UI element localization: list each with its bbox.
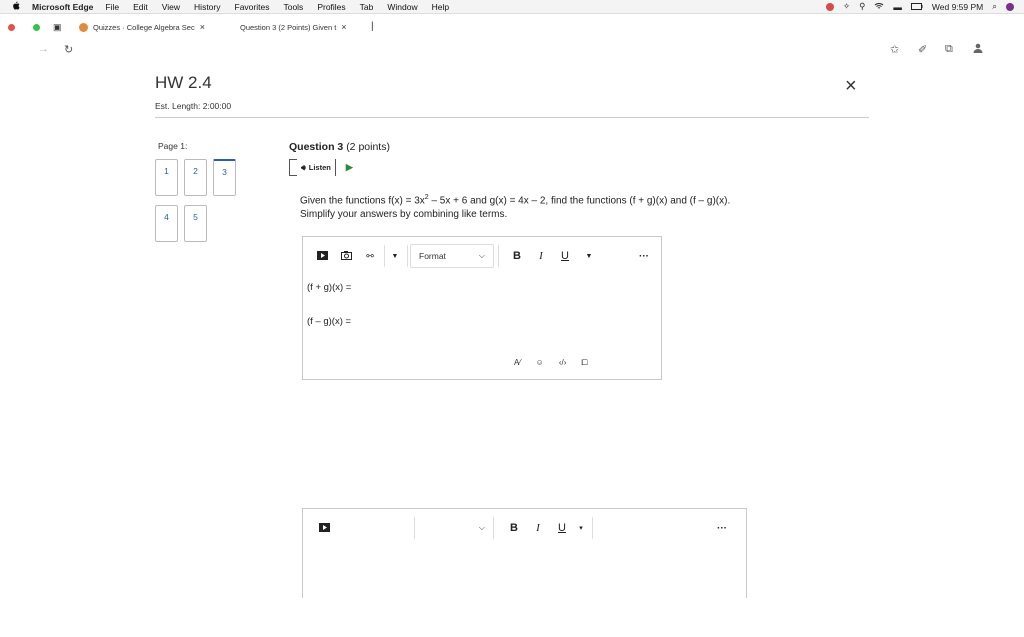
underline-button[interactable]: U	[561, 250, 569, 262]
new-tab-button[interactable]: |	[371, 21, 374, 32]
page-button-1[interactable]: 1	[155, 159, 178, 196]
toolbar-separator	[493, 517, 494, 539]
clock[interactable]: Wed 9:59 PM	[931, 1, 984, 12]
editor-toolbar-2	[312, 516, 727, 540]
answer-line-difference[interactable]: (f – g)(x) =	[307, 316, 352, 327]
toolbar-separator	[592, 517, 593, 539]
question-text: Given the functions $f(x) = 3x^2 - 5x + 6$ and g(x) = 4x – 2, find the functions (f + g)(x) and (f – g)(x). Simplify your answers by combining like terms.	[300, 194, 731, 221]
window-close-icon[interactable]	[8, 24, 15, 31]
menu-edit[interactable]: Edit	[133, 1, 148, 12]
chevron-down-icon: ⌵	[478, 251, 485, 260]
tab-strip	[0, 18, 1024, 38]
html-source-icon[interactable]: ‹/›	[558, 358, 567, 367]
menu-help[interactable]: Help	[431, 1, 450, 12]
page-button-5[interactable]: 5	[184, 205, 207, 242]
speaker-icon: 🔊︎	[301, 162, 306, 172]
more-format-chevron-icon[interactable]: ▼	[585, 252, 593, 260]
insert-image-icon[interactable]	[334, 251, 358, 262]
menu-profiles[interactable]: Profiles	[317, 1, 346, 12]
menu-tools[interactable]: Tools	[283, 1, 304, 12]
page-button-4[interactable]: 4	[155, 205, 178, 242]
listen-button[interactable]: Listen	[308, 163, 331, 172]
question-points: (2 points)	[346, 141, 390, 153]
page-button-3[interactable]: 3	[213, 159, 236, 196]
insert-dropdown-chevron-icon[interactable]: ▼	[391, 252, 399, 260]
fullscreen-preview-icon[interactable]: ⧠	[581, 358, 588, 367]
more-format-chevron-icon[interactable]: ▾	[579, 525, 583, 532]
site-favicon-icon	[79, 23, 88, 32]
battery-icon[interactable]	[911, 2, 923, 12]
italic-button[interactable]: I	[539, 250, 543, 262]
extensions-icon[interactable]: ✩	[890, 44, 900, 56]
toolbar-separator	[498, 245, 499, 267]
readspeaker-icon[interactable]	[289, 159, 297, 176]
question-number: Question 3	[289, 141, 344, 153]
insert-video-icon[interactable]	[312, 523, 336, 534]
tab-close-icon[interactable]: ×	[341, 22, 347, 32]
spellcheck-icon[interactable]: A⁄	[514, 358, 521, 367]
profile-icon[interactable]	[973, 43, 983, 56]
assessment-title: HW 2.4	[155, 73, 212, 92]
tab-actions-icon[interactable]: ▣	[53, 22, 62, 32]
more-options-button[interactable]: ···	[639, 250, 649, 262]
play-icon[interactable]: ▶	[345, 162, 353, 172]
tab-question[interactable]: Question 3 (2 Points) Given t ×	[240, 22, 347, 32]
toolbar-separator	[414, 517, 415, 539]
forward-icon[interactable]: →	[38, 43, 49, 55]
menu-history[interactable]: History	[194, 1, 221, 12]
menu-favorites[interactable]: Favorites	[234, 1, 270, 12]
bold-button[interactable]: B	[513, 250, 521, 262]
spotlight-search-icon[interactable]: ⌕	[992, 1, 997, 11]
menu-tab[interactable]: Tab	[359, 1, 374, 12]
listen-control	[289, 158, 353, 177]
answer-line-sum[interactable]: (f + g)(x) =	[307, 282, 352, 293]
navigation-bar	[0, 40, 1024, 60]
format-select[interactable]: Format ⌵	[410, 244, 494, 268]
editor-toolbar	[310, 244, 649, 268]
header-divider	[155, 117, 869, 118]
bluetooth-icon[interactable]: ✧	[843, 1, 851, 11]
italic-button[interactable]: I	[536, 522, 540, 534]
listen-divider	[335, 159, 336, 176]
user-status-icon[interactable]: ⚲	[859, 1, 866, 11]
accessibility-icon[interactable]: ☺	[535, 358, 544, 367]
collections-icon[interactable]: ⧉	[945, 43, 953, 55]
chevron-down-icon[interactable]: ⌵	[478, 523, 485, 532]
app-menu[interactable]: Microsoft Edge	[32, 1, 94, 12]
page-label: Page 1:	[158, 141, 188, 151]
flag-icon[interactable]: ▬	[893, 1, 902, 12]
menu-file[interactable]: File	[105, 1, 120, 12]
menu-view[interactable]: View	[161, 1, 181, 12]
insert-video-icon[interactable]	[310, 251, 334, 262]
editor-footer	[514, 358, 588, 368]
bold-button[interactable]: B	[510, 522, 518, 534]
siri-icon[interactable]	[1006, 3, 1014, 11]
tab-close-icon[interactable]: ×	[199, 22, 205, 32]
apple-icon[interactable]	[12, 1, 22, 12]
toolbar-separator	[384, 245, 385, 267]
more-options-button[interactable]: ···	[717, 522, 727, 534]
question-title	[289, 141, 390, 153]
toolbar-separator	[407, 245, 408, 267]
tab-quizzes[interactable]: Quizzes · College Algebra Sec ×	[79, 22, 205, 32]
insert-link-icon[interactable]: ⚯	[366, 250, 374, 261]
favorites-icon[interactable]: ✐	[918, 44, 928, 56]
estimated-length: Est. Length: 2:00:00	[155, 101, 232, 111]
menu-bar	[0, 0, 1024, 14]
menu-window[interactable]: Window	[387, 1, 418, 12]
refresh-icon[interactable]: ↻	[64, 44, 74, 56]
underline-button[interactable]: U	[558, 522, 566, 534]
page-button-2[interactable]: 2	[184, 159, 207, 196]
window-zoom-icon[interactable]	[33, 24, 40, 31]
close-assessment-button[interactable]: ×	[845, 75, 857, 97]
wifi-icon[interactable]	[874, 2, 884, 12]
status-app-icon[interactable]	[826, 3, 834, 11]
